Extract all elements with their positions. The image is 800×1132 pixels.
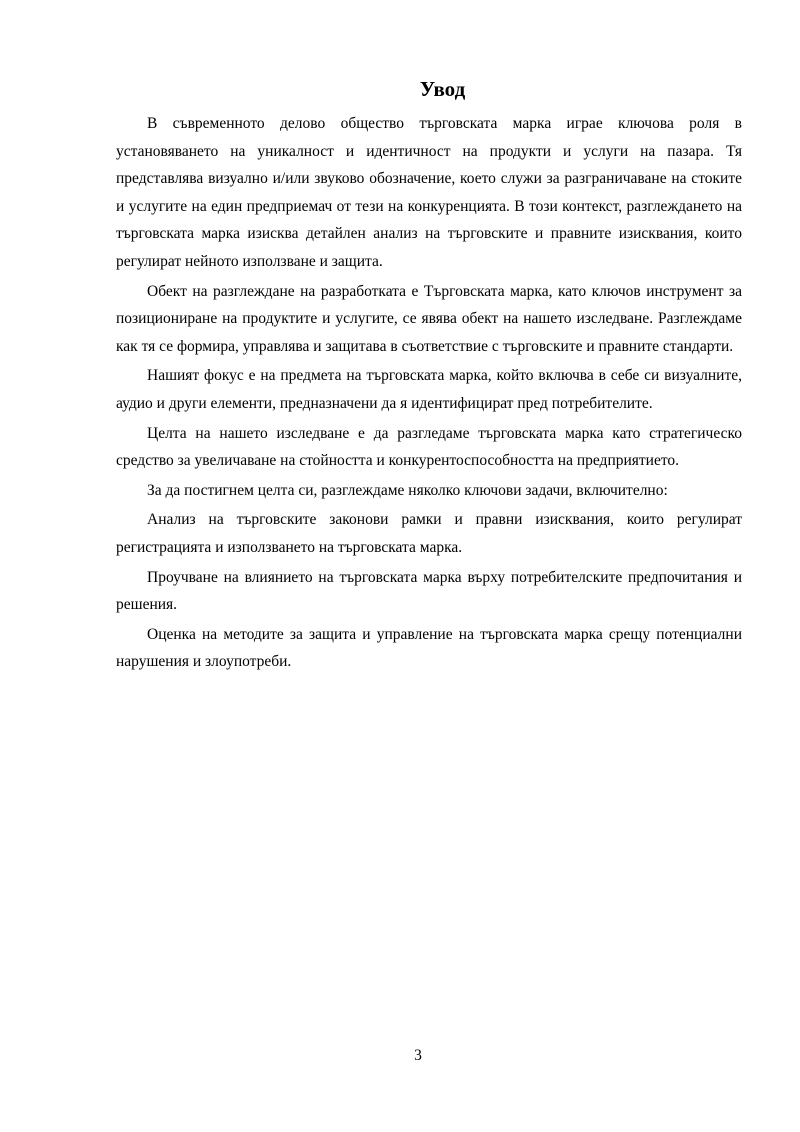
section-heading: Увод (419, 77, 466, 101)
paragraph-subject: Нашият фокус е на предмета на търговската марка, който включва в себе си визуалните, аудио и други елементи, предназначени да я идентифицират пред потребителите. (116, 367, 742, 412)
document-body (116, 110, 742, 678)
paragraph-task-2: Проучване на влиянието на търговската марка върху потребителските предпочитания и решения. (116, 568, 742, 614)
paragraph-introduction: В съвременното делово общество търговската марка играе ключова роля в установяването на уникалност и идентичност на продукти и услуги на пазара. Тя представлява визуално и/или звуково обозначение, което служи за разграничаване на стоките и услугите на един предприемач от тези на конкуренцията. В този контекст, разглеждането на търговската марка изисква детайлен анализ на търговските и правните изисквания, които регулират нейното използване и защита. (116, 115, 742, 270)
paragraph-tasks-intro: За да постигнем целта си, разглеждаме няколко ключови задачи, включително: (147, 481, 668, 499)
paragraph-goal: Целта на нашето изследване е да разгледаме търговската марка като стратегическо средство за увеличаване на стойността и конкурентоспособността на предприятието. (116, 424, 742, 470)
paragraph-task-1: Анализ на търговските законови рамки и правни изисквания, които регулират регистрацията и използването на търговската марка. (116, 511, 742, 556)
page-number: 3 (414, 1047, 422, 1064)
paragraph-task-3: Оценка на методите за защита и управление на търговската марка срещу потенциални нарушения и злоупотреби. (116, 625, 742, 671)
paragraph-object: Обект на разглеждане на разработката е Търговската марка, като ключов инструмент за позициониране на продуктите и услугите, се явява обект на нашето изследване. Разглеждаме как тя се формира, управлява и защитава в съответствие с търговските и правните стандарти. (116, 282, 742, 355)
